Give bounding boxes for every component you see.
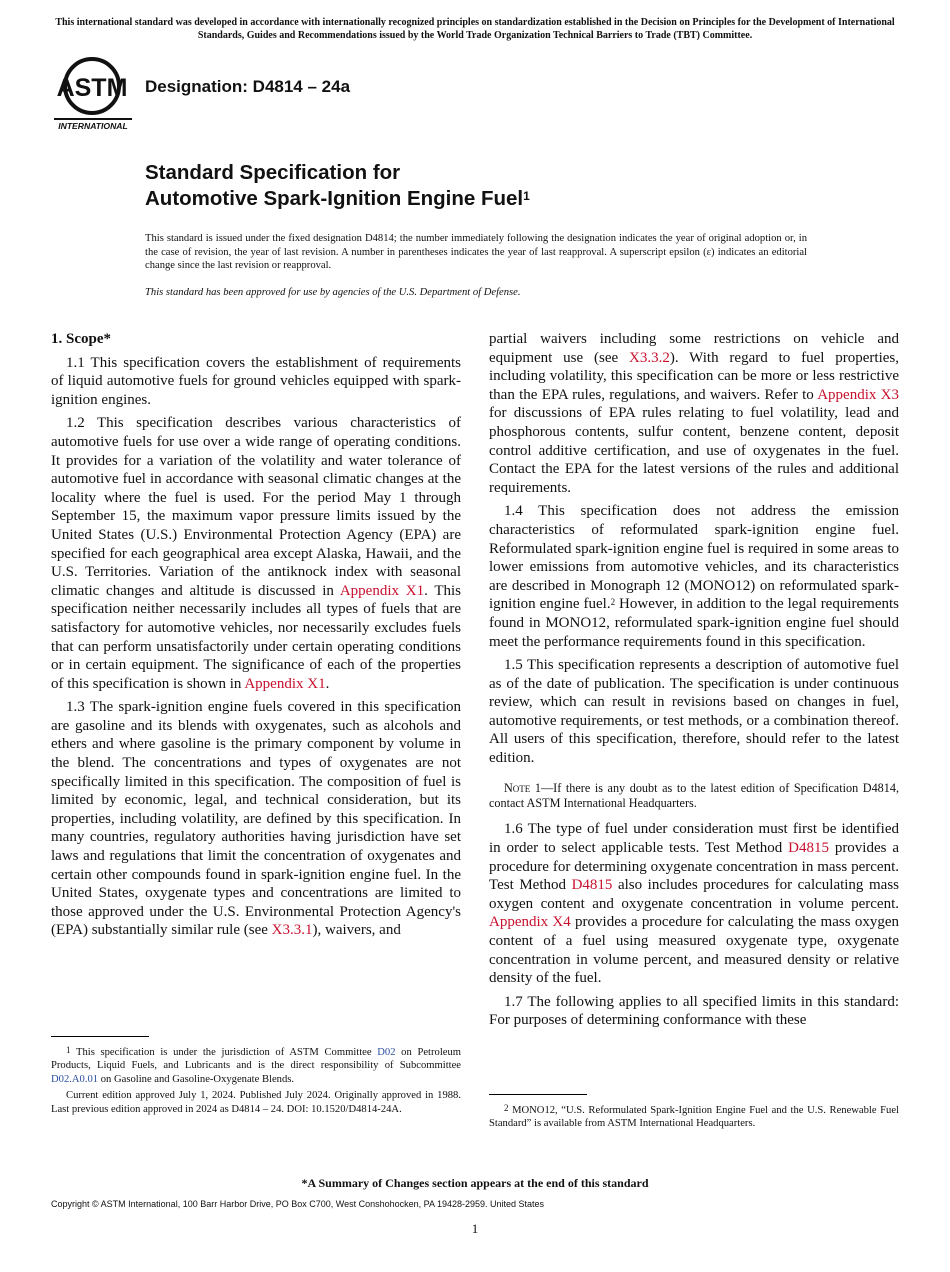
logo-text: ASTM (56, 74, 128, 102)
paragraph-1-5: 1.5 This specification represents a description of automotive fuel as of the date of publication. The specification is under continuous review, which can result in revisions based on changes in fuel, automotive requirements, or test methods, or a combination thereof. All users of this specification, therefore, should refer to the latest edition. (489, 657, 899, 767)
title-line-2-text: Automotive Spark-Ignition Engine Fuel (145, 187, 524, 210)
paragraph-1-2 (51, 414, 461, 693)
d4815-link-2[interactable]: D4815 (571, 877, 613, 894)
note-1 (489, 781, 899, 812)
paragraph-1-3-text-b: ), waivers, and (312, 922, 401, 939)
footnote-1 (51, 1046, 461, 1119)
footnote-1-text-a: This specification is under the jurisdiction of ASTM Committee (70, 1047, 378, 1058)
footnote-1-text-b: on Petroleum Products, Liquid Fuels, and Lubricants and is the direct responsibility of Subcommittee (51, 1047, 462, 1072)
paragraph-1-3 (51, 698, 461, 940)
paragraph-1-6-text-b: provides a procedure for determining oxygenate concentration in mass percent. Test Method (489, 840, 899, 894)
footnote-2-number: 2 (504, 1103, 509, 1113)
tbt-notice: This international standard was developed in accordance with internationally recognized principles on standardization established in the Decision on Principles for the Development of International Standards, Guides and Recommendations issued by the World Trade Organization Technical Barriers to Trade (TBT) Committee. (55, 17, 895, 41)
x3-3-2-link[interactable]: X3.3.2 (629, 349, 670, 366)
paragraph-1-3-text-a: 1.3 The spark-ignition engine fuels covered in this specification are gasoline and its blends with oxygenates, such as alcohols and ethers and where gasoline is the primary component by volume in the blend. The concentrations and types of oxygenates are not specifically limited in this specification. The composition of fuel is limited by economic, legal, and technical consideration, but its properties, including volatility, are defined by this specification. In many countries, regulatory authorities having jurisdiction have set laws and regulations that limit the concentration of oxygenates and certain other compounds found in spark-ignition engine fuel. In the United States, oxygenate types and concentrations are limited to those approved under the U.S. Environmental Protection Agency's (EPA) substantially similar rule (see (51, 699, 461, 939)
footnote-2-text: MONO12, “U.S. Reformulated Spark-Ignition Engine Fuel and the U.S. Renewable Fuel Standard” is available from ASTM International Headquarters. (489, 1105, 899, 1130)
appendix-x1-link[interactable]: Appendix X1 (339, 582, 425, 599)
paragraph-1-4 (489, 502, 899, 651)
paragraph-1-2-text-c: . (325, 675, 330, 692)
astm-logo (52, 56, 134, 132)
appendix-x3-link[interactable]: Appendix X3 (817, 386, 899, 403)
footnote-1-body (51, 1046, 461, 1086)
title-footnote-ref[interactable]: 1 (523, 189, 530, 203)
right-column (489, 330, 899, 1035)
footnote-2-body (489, 1104, 899, 1131)
logo-subtext: INTERNATIONAL (58, 121, 128, 131)
paragraph-1-6 (489, 820, 899, 987)
designation: Designation: D4814 – 24a (145, 77, 351, 96)
paragraph-1-6-text-d: provides a procedure for calculating the mass oxygen content of a fuel using measured oxygenate type, oxygenate concentration in volume percent, and measured density or relative density of the fuel. (489, 914, 899, 987)
footnote-divider-left (51, 1036, 149, 1037)
paragraph-1-7: 1.7 The following applies to all specified limits in this standard: For purposes of determining conformance with these (489, 993, 899, 1029)
appendix-x1-link-2[interactable]: Appendix X1 (244, 675, 326, 692)
footnote-1-number: 1 (66, 1045, 71, 1055)
paragraph-1-3-cont-text-c: for discussions of EPA rules relating to fuel volatility, lead and phosphorous contents, sulfur content, benzene content, deposit control additive certification, and use of oxygenates in the fuel. Contact the EPA for the latest versions of the rules and additional requirements. (489, 405, 899, 496)
copyright-line: Copyright © ASTM International, 100 Barr Harbor Drive, PO Box C700, West Conshohocken, PA 19428-2959. United States (51, 1199, 545, 1209)
paragraph-1-4-text-b: However, in addition to the legal requirements found in MONO12, reformulated spark-ignition engine fuel should meet the performance requirements found in this specification. (489, 596, 899, 650)
page-number: 1 (471, 1221, 479, 1236)
x3-3-1-link[interactable]: X3.3.1 (271, 922, 313, 939)
document-title (145, 160, 530, 212)
footnote-divider-right (489, 1094, 587, 1095)
footnote-2-ref[interactable]: 2 (610, 597, 616, 608)
note-1-text: —If there is any doubt as to the latest edition of Specification D4814, contact ASTM International Headquarters. (489, 780, 899, 811)
paragraph-1-3-continued (489, 330, 899, 497)
paragraph-1-2-text-b: . This specification neither necessarily includes all types of fuels that are satisfactory for automotive vehicles, nor necessarily excludes fuels that can perform unsatisfactorily under certain operating conditions or in certain equipment. The significance of each of the properties of this specification is shown in (51, 582, 461, 692)
appendix-x4-link[interactable]: Appendix X4 (489, 914, 571, 931)
paragraph-1-6-text-c: also includes procedures for calculating mass oxygen content and oxygenate concentration in volume percent. (489, 877, 899, 912)
approval-note: This standard has been approved for use by agencies of the U.S. Department of Defense. (145, 287, 521, 298)
issuance-note: This standard is issued under the fixed designation D4814; the number immediately following the designation indicates the year of original adoption or, in the case of revision, the year of last revision. A number in parentheses indicates the year of last reapproval. A superscript epsilon (ε) indicates an editorial change since the last revision or reapproval. (145, 233, 807, 272)
d4815-link[interactable]: D4815 (788, 840, 829, 857)
edition-note: Current edition approved July 1, 2024. Published July 2024. Originally approved in 1988. Last previous edition approved in 2024 as D4814 – 24. DOI: 10.1520/D4814-24A. (51, 1090, 461, 1115)
left-column (51, 330, 461, 945)
summary-of-changes-note: *A Summary of Changes section appears at the end of this standard (301, 1176, 649, 1190)
footnote-2 (489, 1104, 899, 1134)
paragraph-1-3-cont-text-a: partial waivers including some restrictions on vehicle and equipment use (see (489, 331, 899, 366)
title-line-2 (145, 186, 530, 212)
note-1-label: Note 1 (504, 780, 541, 795)
paragraph-1-1: 1.1 This specification covers the establishment of requirements of liquid automotive fuels for ground vehicles equipped with spark-ignition engines. (51, 354, 461, 408)
paragraph-1-3-cont-text-b: ). With regard to fuel properties, including volatility, this specification can be more or less restrictive than the EPA rules, regulations, and waivers. Refer to (489, 349, 899, 403)
paragraph-1-6-text-a: 1.6 The type of fuel under consideration must first be identified in order to select applicable tests. Test Method (489, 821, 899, 857)
d02-a0-01-link[interactable]: D02.A0.01 (51, 1073, 99, 1085)
section-heading-scope: 1. Scope* (51, 331, 111, 347)
paragraph-1-2-text-a: 1.2 This specification describes various characteristics of automotive fuels for use over a wide range of operating conditions. It provides for a variation of the volatility and water tolerance of automotive fuel in accordance with seasonal climatic changes at the locality where the fuel is used. For the period May 1 through September 15, the maximum vapor pressure limits issued by the United States (U.S.) Environmental Protection Agency (EPA) are specified for each geographical area except Alaska, Hawaii, and the U.S. Territories. Variation of the antiknock index with seasonal climatic changes and altitude is discussed in (51, 415, 461, 599)
paragraph-1-4-text-a: 1.4 This specification does not address the emission characteristics of reformulated spark-ignition engine fuel. Reformulated spark-ignition engine fuel is required in some areas to lower emissions from automotive vehicles, and its characteristics are described in Monograph 12 (MONO12) on reformulated spark-ignition engine fuel. (489, 503, 899, 613)
footnote-1-text-c: on Gasoline and Gasoline-Oxygenate Blends. (98, 1073, 295, 1085)
d02-link[interactable]: D02 (377, 1047, 396, 1058)
title-line-1: Standard Specification for (145, 161, 401, 184)
